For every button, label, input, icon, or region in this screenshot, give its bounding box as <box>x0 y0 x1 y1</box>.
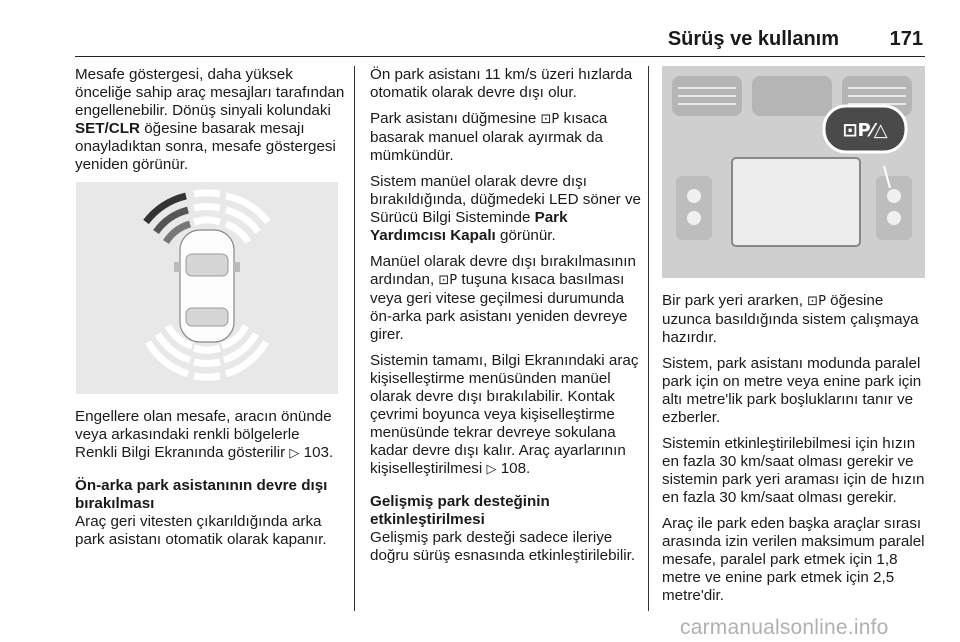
paragraph: Araç ile park eden başka araçlar sırası arasında izin verilen maksimum paralel mesafe, paralel park etmek için 1,8 metre ve enine park etmek için 2,5 metre'dir. <box>662 515 925 604</box>
paragraph: Bir park yeri ararken, ⊡P öğesine uzunca basıldığında sistem çalışmaya hazırdır. <box>662 292 919 346</box>
svg-text:⊡P⁄△: ⊡P⁄△ <box>842 120 888 141</box>
park-assist-button-icon: ⊡P <box>807 294 826 309</box>
page-header <box>75 22 925 57</box>
park-assist-button-icon: ⊡P <box>438 273 458 288</box>
column-1-lower <box>75 408 345 557</box>
column-1 <box>75 66 345 182</box>
column-divider <box>354 66 355 611</box>
section-heading: Gelişmiş park desteğinin etkinleştirilmesi <box>370 493 550 528</box>
paragraph: Engellere olan mesafe, aracın önünde veya arkasındaki renkli bölgelerle Renkli Bilgi Ekranında gösterilir ▷ 103. <box>75 408 334 461</box>
paragraph: Sistemin etkinleştirilebilmesi için hızın en fazla 30 km/saat olması gerekir ve sistemin park yeri araması için de hızın en fazla 30 km/saat olması gerekir. <box>662 435 925 506</box>
watermark: carmanualsonline.info <box>680 616 889 639</box>
paragraph: Mesafe göstergesi, daha yüksek önceliğe sahip araç mesajları tarafından engellenebilir. Dönüş sinyali kolundaki SET/CLR öğesine basarak mesajı onayladıktan sonra, mesafe göstergesi yeniden görünür. <box>75 66 345 173</box>
dashboard-button-photo <box>662 66 925 278</box>
park-assist-off-label: Park Yardımcısı Kapalı <box>370 209 568 244</box>
reference-arrow-icon: ▷ <box>289 446 300 461</box>
reference-arrow-icon: ▷ <box>486 462 497 477</box>
paragraph: Araç geri vitesten çıkarıldığında arka park asistanı otomatik olarak kapanır. <box>75 513 327 548</box>
car-sensor-zones-icon <box>76 182 338 394</box>
page-number: 171 <box>889 28 923 50</box>
paragraph: Sistem, park asistanı modunda paralel park için on metre veya enine park için altı metre'lik park boşluklarını tanır ve ezberler. <box>662 355 922 426</box>
paragraph: Park asistanı düğmesine ⊡P kısaca basarak manuel olarak ayırmak da mümkündür. <box>370 110 608 164</box>
park-assist-button-icon: ⊡P <box>540 112 560 127</box>
section-heading: Ön-arka park asistanının devre dışı bırakılması <box>75 477 328 512</box>
dashboard-park-button-icon <box>662 66 925 278</box>
column-divider <box>648 66 649 611</box>
paragraph: Sistem manüel olarak devre dışı bırakıldığında, düğmedeki LED söner ve Sürücü Bilgi Sisteminde Park Yardımcısı Kapalı görünür. <box>370 173 642 244</box>
column-2 <box>370 66 642 573</box>
section-title: Sürüş ve kullanım <box>667 28 839 50</box>
paragraph: Manüel olarak devre dışı bırakılmasının ardından, ⊡P tuşuna kısaca basılması veya geri vitese geçilmesi durumunda ön-arka park asistanı yeniden devreye girer. <box>370 253 636 343</box>
parking-sensor-illustration <box>76 182 338 394</box>
paragraph: Ön park asistanı 11 km/s üzeri hızlarda otomatik olarak devre dışı olur. <box>370 66 633 101</box>
set-clr-label: SET/CLR <box>75 120 140 137</box>
column-3 <box>662 292 930 613</box>
paragraph: Gelişmiş park desteği sadece ileriye doğru sürüş esnasında etkinleştirilebilir. <box>370 529 636 564</box>
paragraph: Sistemin tamamı, Bilgi Ekranındaki araç kişiselleştirme menüsünden manüel olarak devre dışı bırakılabilir. Kontak çevrimi boyunca veya kişiselleştirme menüsünde tekrar devreye sokulana kadar devre dışı kalır. Araç ayarlarının kişiselleştirilmesi ▷ 108. <box>370 352 639 477</box>
